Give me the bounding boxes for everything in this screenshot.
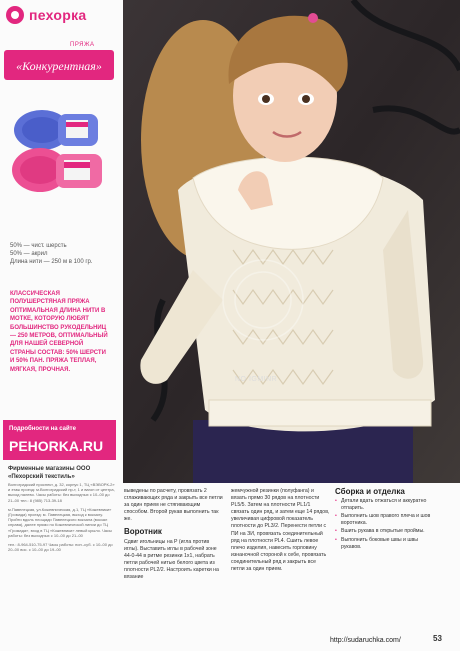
brand-name: пехорка — [29, 7, 87, 23]
article-column-3 — [335, 488, 435, 552]
yarn-skeins-image — [8, 100, 118, 200]
sleeve-text: выведены по расчету, провязать 2 сглаживающих ряда и закрыть все петли за один прием не стягивающим способом. Второй рукав выполнить так же. — [124, 488, 223, 523]
composition-line: 50% — акрил — [10, 251, 48, 257]
store-address: м.Павелецкая, ул.Кожевническая, д.1, ТЦ «Кожевники» (Громада) проезд: м. Павелецкая, выход к вокзалу. Пройти вдоль площади Павелецкого вокзала (вокзал справа), далее прямо по Кожевнической линии до ТЦ «Громада», вход в ТЦ «Кожевники» левый крылo. Часы работы: без выходных с 10–00 до 21–00 — [8, 506, 112, 538]
collar-text-continued: жемчужной резинки (полуфанга) и вязать прямо 30 рядов на плотности PL5/5. Затем на плотности PL1/1 связать один ряд, и затем еще 14 рядов, увеличивая цифровой показатель плотности до PL3/2. Перенести петли с ПИ на ЗИ, провязать соединительный ряд на плотности PL4. Сшить левое плечо изделия, навесить горловину изнаночной стороной к себе, провязать соединительный ряд и закрыть все петли за один прием. — [231, 488, 330, 573]
model-photo — [123, 0, 460, 483]
assembly-steps — [335, 498, 435, 551]
website-url[interactable]: PEHORKA.RU — [9, 438, 104, 454]
pehorka-logo-icon — [6, 6, 24, 24]
yarn-promo-text: КЛАССИЧЕСКАЯ ПОЛУШЕРСТЯНАЯ ПРЯЖА ОПТИМАЛЬНАЯ ДЛИНА НИТИ В МОТКЕ, КОТОРУЮ ЛЮБЯТ БОЛЬШИНСТВО РУКОДЕЛЬНИЦ — 250 МЕТРОВ, ОПТИМАЛЬНЫЙ ДЛЯ НАШЕЙ СЕВЕРНОЙ СТРАНЫ СОСТАВ: 50% ШЕРСТИ И 50% ПАН. ПРЯЖА ТЕПЛАЯ, МЯГКАЯ, ПРОЧНАЯ. — [10, 291, 108, 373]
yarn-name-banner — [4, 50, 114, 80]
yarn-name: «Конкурентная» — [16, 59, 102, 73]
article-column-2 — [231, 488, 330, 573]
stores-addresses — [8, 482, 116, 556]
brand — [6, 6, 87, 24]
skein-pink — [12, 148, 102, 192]
assembly-step: • Выполнить боковые швы и швы рукавов. — [335, 537, 435, 551]
collar-text: Сдвиг игольницы на Р (игла против иглы). Выставить иглы в рабочей зоне 44-0-44 в ритме резинки 1х1, набрать петли рабочей нитью белого цвета из плотности PL2/2. Настроить каретки на вязание — [124, 538, 219, 581]
composition-line: Длина нити — 250 м в 100 гр. — [10, 259, 93, 265]
website-box — [3, 420, 116, 460]
store-address: Волгоградский проспект, д. 32, корпус 1, ТЦ «ВЭВОРК-2» и этаж проезд: м.Волгоградский пр-т, 1 и вагон от центра, выход налево. Часы работы: без выходных с 10–00 до 21–00 тел.: 8 (985) 713-39-18 — [8, 482, 115, 503]
skein-blue — [14, 110, 98, 150]
photo-watermark: NO IGMINR — [235, 376, 278, 383]
assembly-step: • Детали вдать отжаться и аккуратно отпарить. — [335, 498, 435, 512]
stores-title: Фирменные магазины ООО «Пехорский текстиль» — [8, 466, 91, 480]
girl-in-sweater-illustration — [123, 0, 460, 483]
assembly-step: • Выполнить шов правого плеча и шов воротника. — [335, 513, 435, 527]
assembly-step: • Вшить рукава в открытые проймы. — [335, 528, 435, 535]
store-contacts: тел.: 8-964-510-75-97 Часы работы: пон.-суб. с 10–00 до 20–00 вос. с 10–00 до 19–00 — [8, 542, 113, 553]
assembly-heading: Сборка и отделка — [335, 487, 405, 496]
collar-heading: Воротник — [124, 527, 162, 537]
composition-line: 50% — чист. шерсть — [10, 243, 67, 249]
article-column-1 — [124, 488, 225, 581]
yarn-composition — [10, 242, 93, 266]
page-number: 53 — [433, 634, 442, 643]
source-url[interactable]: http://sudaruchka.com/ — [330, 637, 401, 644]
website-label: Подробности на сайте — [9, 426, 76, 432]
yarn-caption: ПРЯЖА — [70, 42, 95, 48]
